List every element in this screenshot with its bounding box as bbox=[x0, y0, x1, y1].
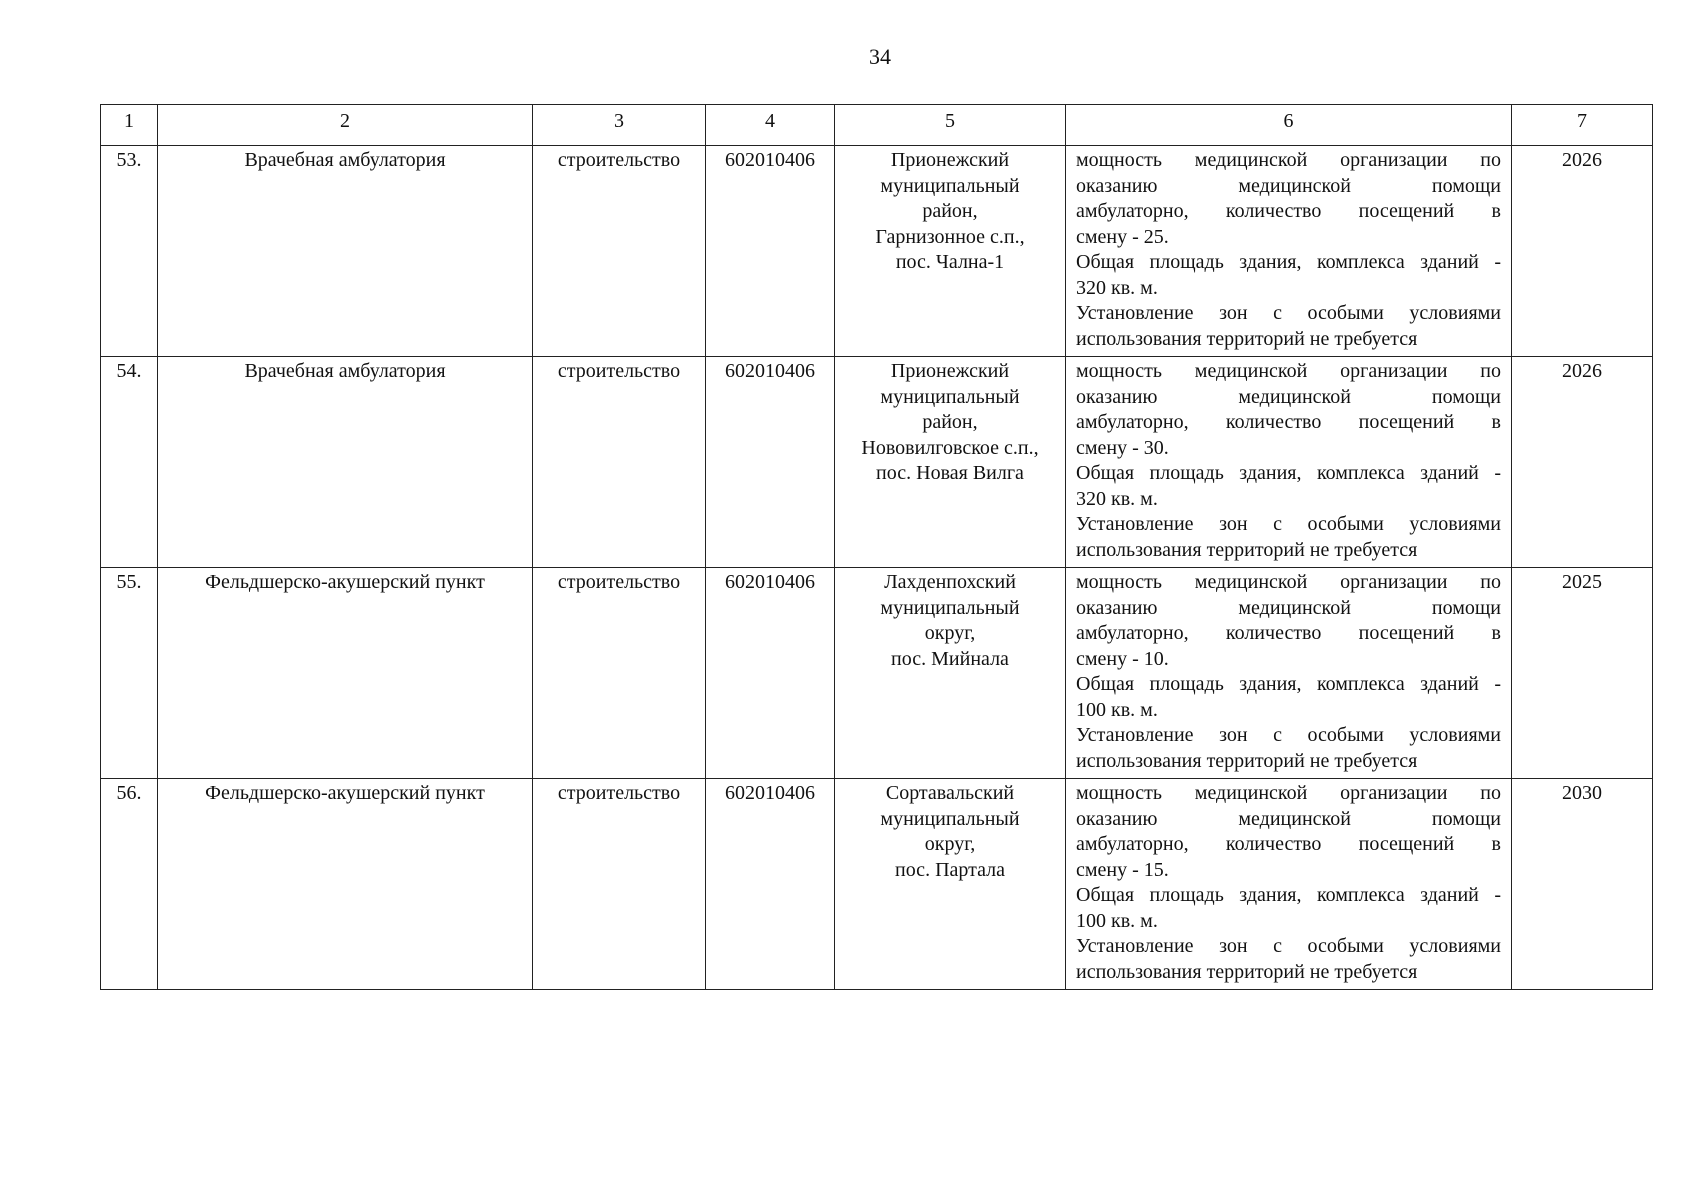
location-line: муниципальный bbox=[880, 807, 1020, 830]
capacity-text: амбулаторно, количество посещений в bbox=[1076, 200, 1501, 222]
capacity-text: оказанию медицинской помощи bbox=[1076, 807, 1501, 830]
zones-text: использования территорий не требуется bbox=[1076, 538, 1418, 561]
table-row bbox=[101, 568, 1653, 779]
location bbox=[835, 146, 1066, 357]
object-name: Фельдшерско-акушерский пункт bbox=[158, 568, 533, 779]
capacity-text: амбулаторно, количество посещений в bbox=[1076, 622, 1501, 644]
description bbox=[1066, 568, 1512, 779]
location-line: муниципальный bbox=[880, 174, 1020, 197]
capacity-text: амбулаторно, количество посещений в bbox=[1076, 411, 1501, 433]
object-name: Врачебная амбулатория bbox=[158, 357, 533, 568]
area-text: 100 кв. м. bbox=[1076, 909, 1158, 932]
year: 2025 bbox=[1512, 568, 1653, 779]
location-line: Гарнизонное с.п., bbox=[875, 225, 1025, 248]
year: 2030 bbox=[1512, 779, 1653, 990]
location-line: пос. Чална-1 bbox=[895, 251, 1005, 273]
zones-text: Установление зон с особыми условиями bbox=[1076, 935, 1501, 957]
object-name: Врачебная амбулатория bbox=[158, 146, 533, 357]
capacity-text: смену - 10. bbox=[1076, 647, 1169, 670]
area-text: Общая площадь здания, комплекса зданий - bbox=[1076, 673, 1501, 695]
object-code: 602010406 bbox=[706, 146, 835, 357]
capacity-text: оказанию медицинской помощи bbox=[1076, 385, 1501, 408]
year: 2026 bbox=[1512, 357, 1653, 568]
column-header: 3 bbox=[533, 105, 706, 146]
activity-type: строительство bbox=[533, 779, 706, 990]
area-text: 100 кв. м. bbox=[1076, 698, 1158, 721]
location-line: муниципальный bbox=[880, 596, 1020, 619]
object-name: Фельдшерско-акушерский пункт bbox=[158, 779, 533, 990]
capacity-text: мощность медицинской организации по bbox=[1076, 782, 1501, 804]
location-line: муниципальный bbox=[880, 385, 1020, 408]
object-code: 602010406 bbox=[706, 779, 835, 990]
capacity-text: мощность медицинской организации по bbox=[1076, 149, 1501, 171]
location-line: округ, bbox=[924, 622, 976, 644]
capacity-text: мощность медицинской организации по bbox=[1076, 571, 1501, 593]
location-line: Прионежский bbox=[890, 360, 1010, 382]
location-line: Нововилговское с.п., bbox=[861, 436, 1039, 459]
column-header: 5 bbox=[835, 105, 1066, 146]
capacity-text: смену - 30. bbox=[1076, 436, 1169, 459]
column-header: 7 bbox=[1512, 105, 1653, 146]
zones-text: использования территорий не требуется bbox=[1076, 960, 1418, 983]
page-number: 34 bbox=[869, 44, 891, 69]
row-number: 55. bbox=[101, 568, 158, 779]
column-header: 4 bbox=[706, 105, 835, 146]
description bbox=[1066, 357, 1512, 568]
row-number: 53. bbox=[101, 146, 158, 357]
activity-type: строительство bbox=[533, 146, 706, 357]
object-code: 602010406 bbox=[706, 357, 835, 568]
capacity-text: оказанию медицинской помощи bbox=[1076, 174, 1501, 197]
area-text: 320 кв. м. bbox=[1076, 487, 1158, 510]
column-header: 2 bbox=[158, 105, 533, 146]
location-line: район, bbox=[922, 411, 978, 433]
capacity-text: амбулаторно, количество посещений в bbox=[1076, 833, 1501, 855]
header-row bbox=[101, 105, 1653, 146]
table-row bbox=[101, 146, 1653, 357]
area-text: Общая площадь здания, комплекса зданий - bbox=[1076, 884, 1501, 906]
location-line: пос. Мийнала bbox=[891, 647, 1009, 670]
location-line: округ, bbox=[924, 833, 976, 855]
zones-text: Установление зон с особыми условиями bbox=[1076, 724, 1501, 746]
capacity-text: мощность медицинской организации по bbox=[1076, 360, 1501, 382]
table-row bbox=[101, 357, 1653, 568]
location bbox=[835, 357, 1066, 568]
area-text: Общая площадь здания, комплекса зданий - bbox=[1076, 251, 1501, 273]
location-line: пос. Новая Вилга bbox=[876, 462, 1024, 484]
location-line: Лахденпохский bbox=[884, 571, 1016, 593]
year: 2026 bbox=[1512, 146, 1653, 357]
capacity-text: оказанию медицинской помощи bbox=[1076, 596, 1501, 619]
zones-text: использования территорий не требуется bbox=[1076, 749, 1418, 772]
description bbox=[1066, 779, 1512, 990]
location-line: район, bbox=[922, 200, 978, 222]
area-text: 320 кв. м. bbox=[1076, 276, 1158, 299]
activity-type: строительство bbox=[533, 357, 706, 568]
capacity-text: смену - 25. bbox=[1076, 225, 1169, 248]
zones-text: Установление зон с особыми условиями bbox=[1076, 302, 1501, 324]
area-text: Общая площадь здания, комплекса зданий - bbox=[1076, 462, 1501, 484]
location-line: пос. Партала bbox=[894, 858, 1006, 881]
row-number: 56. bbox=[101, 779, 158, 990]
column-header: 1 bbox=[101, 105, 158, 146]
row-number: 54. bbox=[101, 357, 158, 568]
object-code: 602010406 bbox=[706, 568, 835, 779]
location bbox=[835, 779, 1066, 990]
location-line: Сортавальский bbox=[885, 782, 1015, 804]
table-row bbox=[101, 779, 1653, 990]
column-header: 6 bbox=[1066, 105, 1512, 146]
zones-text: использования территорий не требуется bbox=[1076, 327, 1418, 350]
location-line: Прионежский bbox=[890, 149, 1010, 171]
location bbox=[835, 568, 1066, 779]
capacity-text: смену - 15. bbox=[1076, 858, 1169, 881]
activity-type: строительство bbox=[533, 568, 706, 779]
zones-text: Установление зон с особыми условиями bbox=[1076, 513, 1501, 535]
objects-table bbox=[100, 104, 1653, 990]
description bbox=[1066, 146, 1512, 357]
